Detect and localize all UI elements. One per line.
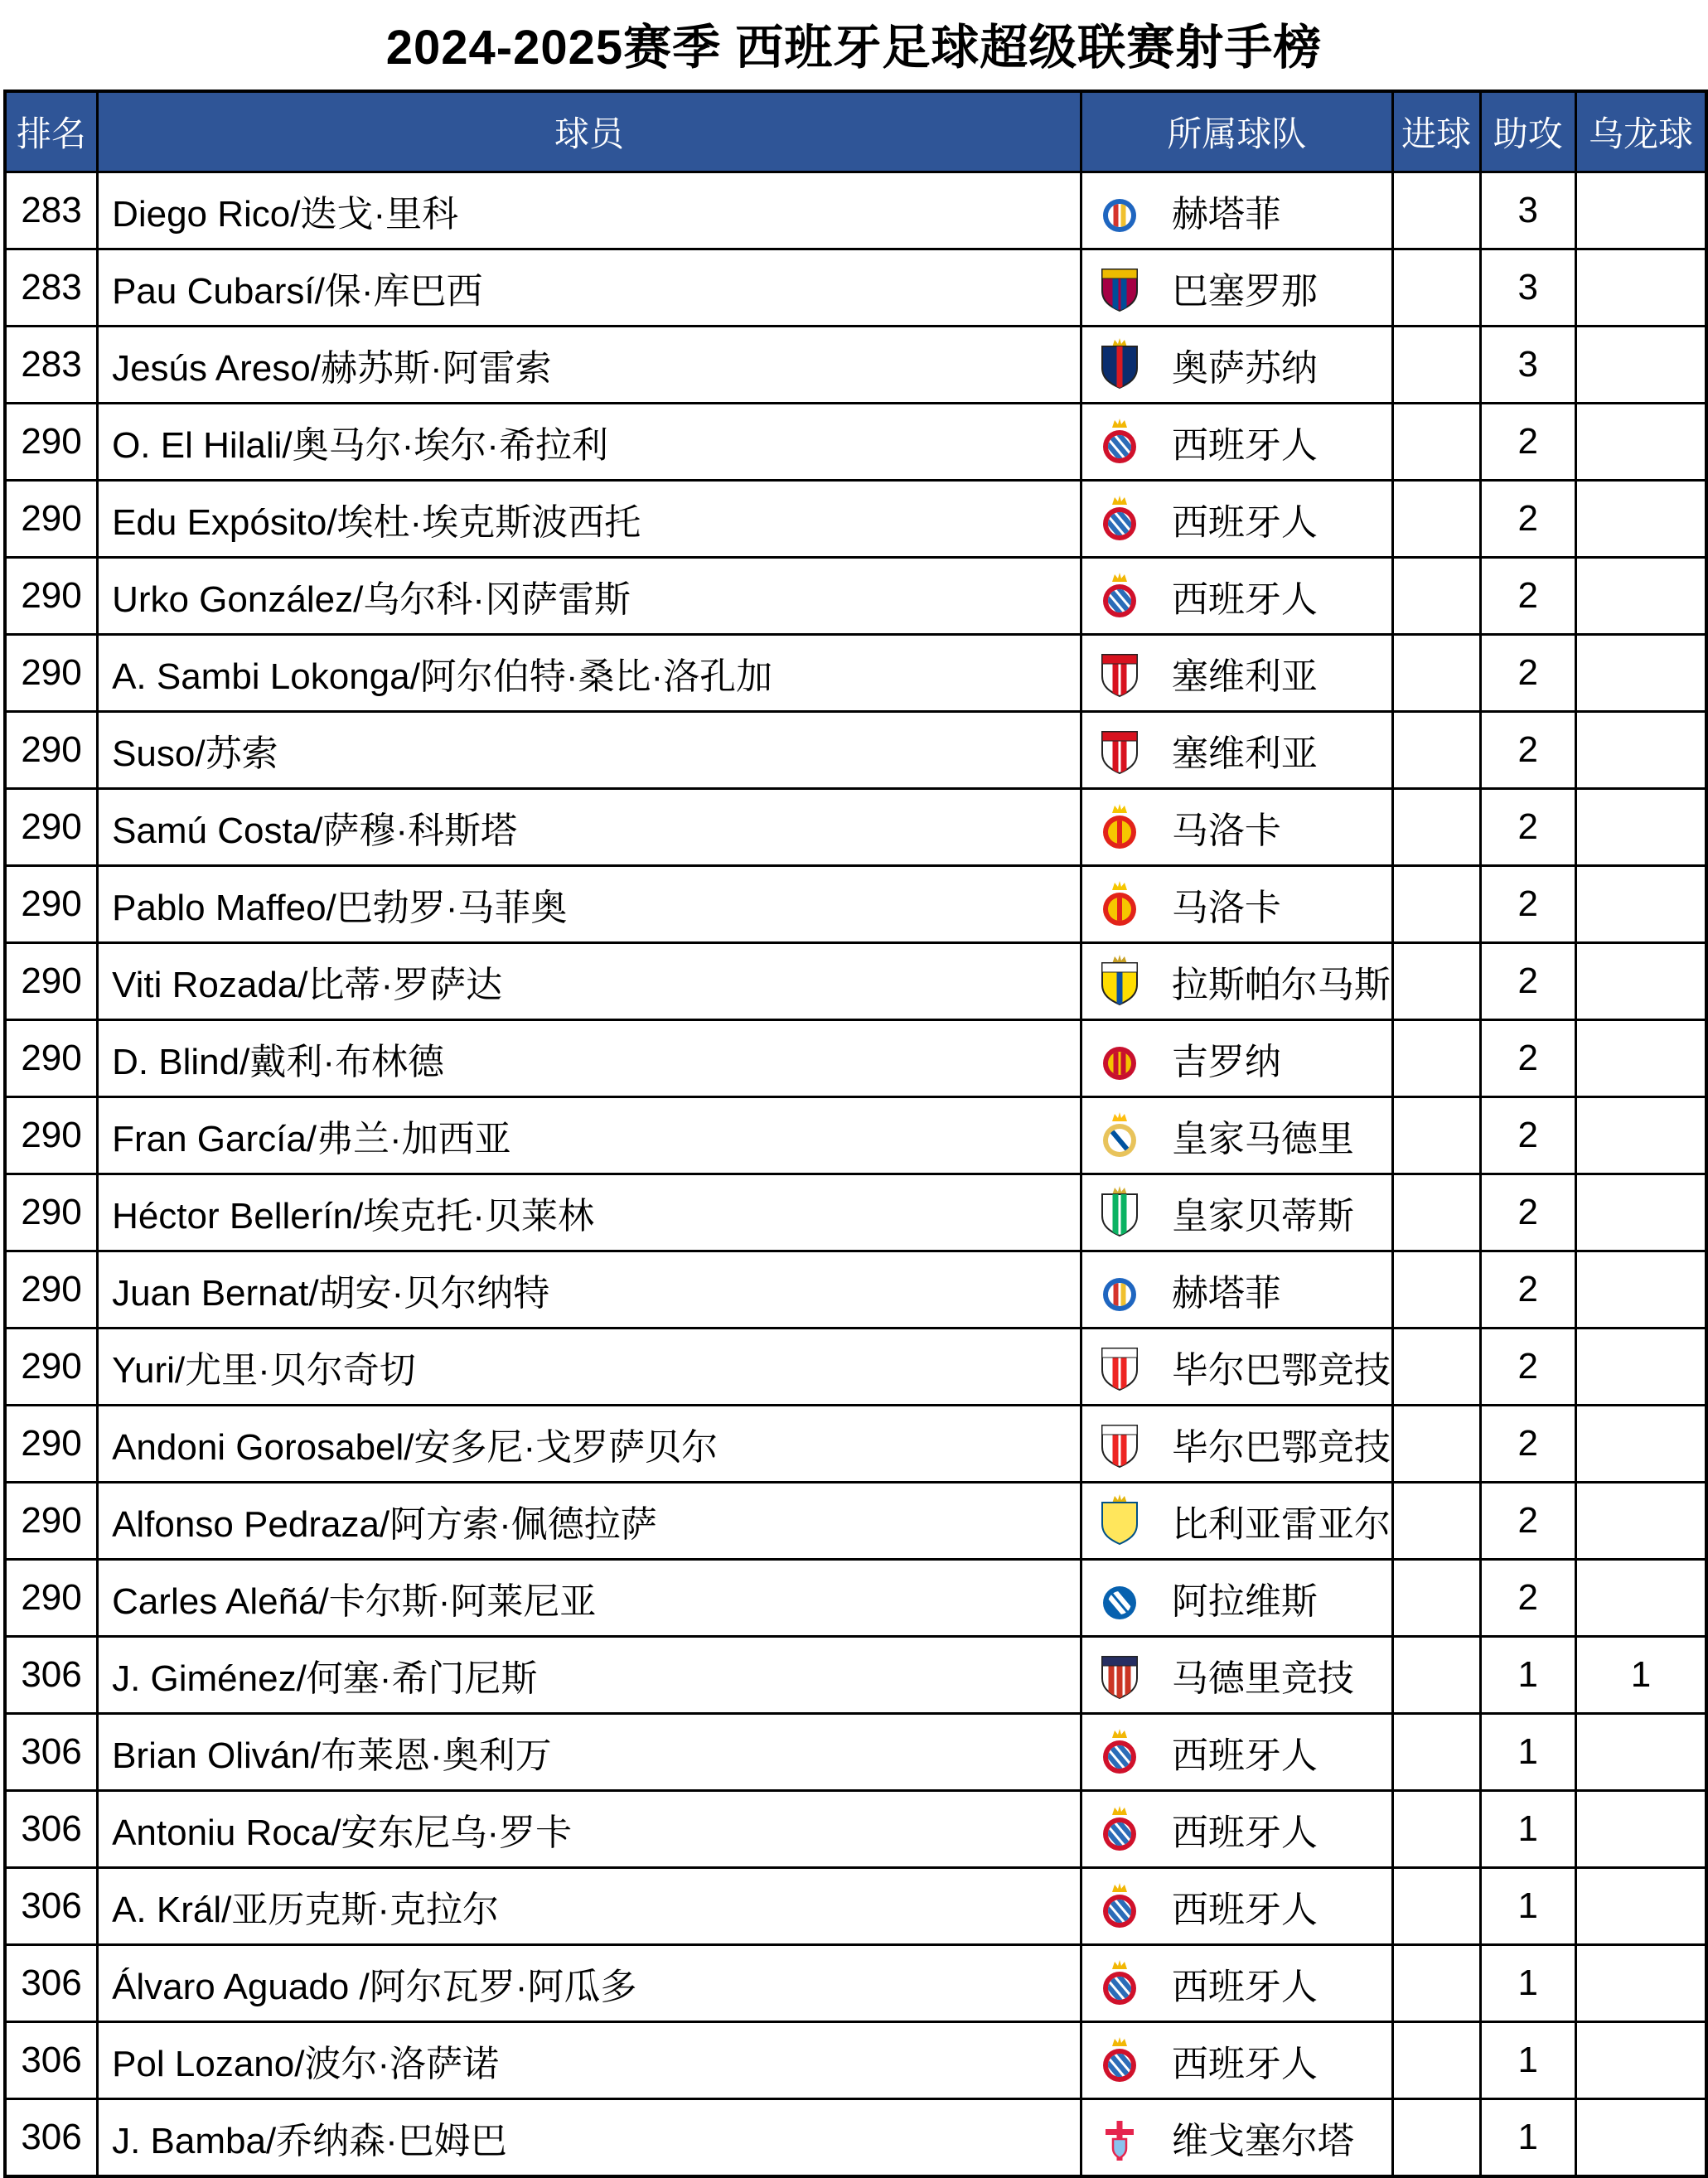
team-logo-icon: [1097, 879, 1142, 929]
goals-cell: [1392, 249, 1480, 327]
team-name: 西班牙人: [1171, 1735, 1318, 1776]
team-logo-icon: [1097, 725, 1142, 775]
team-cell: [1081, 404, 1392, 481]
assists-cell: 2: [1480, 1251, 1575, 1329]
player-cell: Héctor Bellerín/埃克托·贝莱林: [98, 1174, 1081, 1251]
goals-cell: [1392, 1714, 1480, 1791]
col-header-own-goals: 乌龙球: [1575, 91, 1706, 172]
own-goals-cell: [1575, 2022, 1706, 2099]
team-logo-icon: [1097, 2035, 1142, 2085]
player-cell: Urko González/乌尔科·冈萨雷斯: [98, 558, 1081, 635]
table-row: [5, 1097, 1706, 1174]
goals-cell: [1392, 1483, 1480, 1560]
rank-cell: 290: [5, 1483, 98, 1560]
team-name: 赫塔菲: [1171, 1273, 1281, 1314]
assists-cell: 2: [1480, 1097, 1575, 1174]
team-logo-icon: [1097, 1033, 1142, 1083]
own-goals-cell: [1575, 249, 1706, 327]
team-cell: [1081, 172, 1392, 249]
team-logo-icon: [1097, 417, 1142, 467]
assists-cell: 2: [1480, 404, 1575, 481]
team-wrap: [1097, 724, 1391, 777]
team-cell: [1081, 327, 1392, 404]
player-cell: A. Sambi Lokonga/阿尔伯特·桑比·洛孔加: [98, 635, 1081, 712]
team-wrap: [1097, 261, 1391, 314]
team-cell: [1081, 1945, 1392, 2022]
team-wrap: [1097, 1957, 1391, 2010]
goals-cell: [1392, 1868, 1480, 1945]
team-wrap: [1097, 2034, 1391, 2087]
team-wrap: [1097, 801, 1391, 854]
own-goals-cell: [1575, 635, 1706, 712]
team-name: 赫塔菲: [1171, 194, 1281, 235]
rank-cell: 283: [5, 249, 98, 327]
own-goals-cell: [1575, 1483, 1706, 1560]
assists-cell: 3: [1480, 327, 1575, 404]
rank-cell: 306: [5, 1791, 98, 1868]
own-goals-cell: [1575, 1560, 1706, 1637]
team-logo-icon: [1097, 1188, 1142, 1237]
own-goals-cell: [1575, 1174, 1706, 1251]
team-cell: [1081, 1329, 1392, 1406]
goals-cell: [1392, 2099, 1480, 2177]
page-title: 2024-2025赛季 西班牙足球超级联赛射手榜: [385, 21, 1323, 75]
table-row: [5, 1714, 1706, 1791]
team-logo-icon: [1097, 2113, 1142, 2162]
goals-cell: [1392, 712, 1480, 789]
table-row: [5, 249, 1706, 327]
team-wrap: [1097, 569, 1391, 622]
team-logo-icon: [1097, 494, 1142, 544]
table-row: [5, 635, 1706, 712]
team-cell: [1081, 1174, 1392, 1251]
assists-cell: 2: [1480, 1174, 1575, 1251]
team-wrap: [1097, 2111, 1391, 2164]
rank-cell: 290: [5, 789, 98, 866]
goals-cell: [1392, 1174, 1480, 1251]
rank-cell: 306: [5, 1868, 98, 1945]
team-name: 西班牙人: [1171, 425, 1318, 466]
table-row: [5, 1406, 1706, 1483]
own-goals-cell: [1575, 1406, 1706, 1483]
table-row: [5, 943, 1706, 1020]
player-cell: Andoni Gorosabel/安多尼·戈罗萨贝尔: [98, 1406, 1081, 1483]
team-name: 比利亚雷亚尔: [1171, 1504, 1391, 1545]
team-logo-icon: [1097, 1881, 1142, 1931]
team-wrap: [1097, 1340, 1391, 1393]
goals-cell: [1392, 943, 1480, 1020]
rank-cell: 290: [5, 404, 98, 481]
assists-cell: 1: [1480, 1791, 1575, 1868]
team-cell: [1081, 943, 1392, 1020]
team-name: 西班牙人: [1171, 1967, 1318, 2007]
team-cell: [1081, 1637, 1392, 1714]
own-goals-cell: [1575, 1868, 1706, 1945]
goals-cell: [1392, 1791, 1480, 1868]
rank-cell: 290: [5, 943, 98, 1020]
team-cell: [1081, 2099, 1392, 2177]
rank-cell: 290: [5, 1406, 98, 1483]
player-cell: Edu Expósito/埃杜·埃克斯波西托: [98, 481, 1081, 558]
goals-cell: [1392, 1637, 1480, 1714]
team-cell: [1081, 1868, 1392, 1945]
team-name: 西班牙人: [1171, 579, 1318, 620]
player-cell: Carles Aleñá/卡尔斯·阿莱尼亚: [98, 1560, 1081, 1637]
own-goals-cell: [1575, 481, 1706, 558]
team-wrap: [1097, 1032, 1391, 1085]
own-goals-cell: [1575, 327, 1706, 404]
team-wrap: [1097, 1571, 1391, 1624]
team-name: 奥萨苏纳: [1171, 348, 1318, 389]
goals-cell: [1392, 866, 1480, 943]
assists-cell: 1: [1480, 1945, 1575, 2022]
table-row: [5, 1174, 1706, 1251]
team-name: 皇家贝蒂斯: [1171, 1196, 1354, 1237]
team-name: 马洛卡: [1171, 811, 1281, 851]
goals-cell: [1392, 1406, 1480, 1483]
table-row: [5, 866, 1706, 943]
own-goals-cell: [1575, 172, 1706, 249]
player-cell: Pau Cubarsí/保·库巴西: [98, 249, 1081, 327]
goals-cell: [1392, 1251, 1480, 1329]
team-wrap: [1097, 1417, 1391, 1470]
team-cell: [1081, 1020, 1392, 1097]
table-row: [5, 1020, 1706, 1097]
team-wrap: [1097, 1803, 1391, 1856]
player-cell: Viti Rozada/比蒂·罗萨达: [98, 943, 1081, 1020]
team-wrap: [1097, 1109, 1391, 1162]
team-name: 拉斯帕尔马斯: [1171, 965, 1391, 1005]
rank-cell: 283: [5, 172, 98, 249]
rank-cell: 290: [5, 866, 98, 943]
team-cell: [1081, 866, 1392, 943]
team-logo-icon: [1097, 1727, 1142, 1777]
col-header-goals: 进球: [1392, 91, 1480, 172]
table-row: [5, 1945, 1706, 2022]
assists-cell: 1: [1480, 1868, 1575, 1945]
rank-cell: 290: [5, 1329, 98, 1406]
rank-cell: 306: [5, 2022, 98, 2099]
team-wrap: [1097, 1186, 1391, 1239]
team-logo-icon: [1097, 1419, 1142, 1469]
goals-cell: [1392, 327, 1480, 404]
table-row: [5, 481, 1706, 558]
goals-cell: [1392, 789, 1480, 866]
col-header-assists: 助攻: [1480, 91, 1575, 172]
team-cell: [1081, 2022, 1392, 2099]
player-cell: D. Blind/戴利·布林德: [98, 1020, 1081, 1097]
team-cell: [1081, 1483, 1392, 1560]
rank-cell: 306: [5, 1945, 98, 2022]
team-logo-icon: [1097, 1265, 1142, 1314]
own-goals-cell: [1575, 1097, 1706, 1174]
team-name: 西班牙人: [1171, 1890, 1318, 1930]
team-logo-icon: [1097, 802, 1142, 852]
team-logo-icon: [1097, 186, 1142, 235]
assists-cell: 2: [1480, 1329, 1575, 1406]
table-body: [5, 172, 1706, 2177]
team-name: 西班牙人: [1171, 502, 1318, 543]
table-row: [5, 2099, 1706, 2177]
team-wrap: [1097, 878, 1391, 931]
table-row: [5, 789, 1706, 866]
assists-cell: 2: [1480, 635, 1575, 712]
goals-cell: [1392, 1020, 1480, 1097]
col-header-player: 球员: [98, 91, 1081, 172]
player-cell: J. Bamba/乔纳森·巴姆巴: [98, 2099, 1081, 2177]
table-row: [5, 2022, 1706, 2099]
team-cell: [1081, 249, 1392, 327]
player-cell: Juan Bernat/胡安·贝尔纳特: [98, 1251, 1081, 1329]
table-row: [5, 172, 1706, 249]
own-goals-cell: [1575, 943, 1706, 1020]
assists-cell: 2: [1480, 943, 1575, 1020]
player-cell: Brian Oliván/布莱恩·奥利万: [98, 1714, 1081, 1791]
team-wrap: [1097, 338, 1391, 391]
team-wrap: [1097, 184, 1391, 237]
player-cell: Antoniu Roca/安东尼乌·罗卡: [98, 1791, 1081, 1868]
scorers-table: [3, 90, 1708, 2178]
table-row: [5, 558, 1706, 635]
own-goals-cell: [1575, 1020, 1706, 1097]
team-name: 马洛卡: [1171, 888, 1281, 928]
own-goals-cell: [1575, 1714, 1706, 1791]
team-logo-icon: [1097, 1342, 1142, 1392]
team-name: 塞维利亚: [1171, 656, 1318, 697]
player-cell: Álvaro Aguado /阿尔瓦罗·阿瓜多: [98, 1945, 1081, 2022]
table-row: [5, 1868, 1706, 1945]
team-wrap: [1097, 1725, 1391, 1779]
col-header-team: 所属球队: [1081, 91, 1392, 172]
table-row: [5, 1329, 1706, 1406]
own-goals-cell: [1575, 2099, 1706, 2177]
team-name: 皇家马德里: [1171, 1119, 1354, 1159]
rank-cell: 290: [5, 558, 98, 635]
assists-cell: 2: [1480, 1020, 1575, 1097]
player-cell: Alfonso Pedraza/阿方索·佩德拉萨: [98, 1483, 1081, 1560]
own-goals-cell: [1575, 1791, 1706, 1868]
goals-cell: [1392, 2022, 1480, 2099]
player-cell: O. El Hilali/奥马尔·埃尔·希拉利: [98, 404, 1081, 481]
team-wrap: [1097, 1263, 1391, 1316]
goals-cell: [1392, 1097, 1480, 1174]
table-row: [5, 1791, 1706, 1868]
team-logo-icon: [1097, 1804, 1142, 1854]
team-cell: [1081, 558, 1392, 635]
goals-cell: [1392, 1945, 1480, 2022]
team-logo-icon: [1097, 1573, 1142, 1623]
team-logo-icon: [1097, 956, 1142, 1006]
goals-cell: [1392, 172, 1480, 249]
player-cell: A. Král/亚历克斯·克拉尔: [98, 1868, 1081, 1945]
team-wrap: [1097, 1494, 1391, 1547]
team-wrap: [1097, 1648, 1391, 1701]
table-row: [5, 1483, 1706, 1560]
rank-cell: 290: [5, 1097, 98, 1174]
assists-cell: 2: [1480, 558, 1575, 635]
team-logo-icon: [1097, 648, 1142, 698]
assists-cell: 1: [1480, 1637, 1575, 1714]
team-logo-icon: [1097, 340, 1142, 390]
team-logo-icon: [1097, 571, 1142, 621]
own-goals-cell: [1575, 789, 1706, 866]
goals-cell: [1392, 481, 1480, 558]
goals-cell: [1392, 635, 1480, 712]
team-logo-icon: [1097, 1111, 1142, 1160]
team-cell: [1081, 635, 1392, 712]
rank-cell: 306: [5, 1714, 98, 1791]
assists-cell: 3: [1480, 172, 1575, 249]
team-name: 阿拉维斯: [1171, 1581, 1318, 1622]
team-name: 毕尔巴鄂竞技: [1171, 1350, 1391, 1391]
assists-cell: 2: [1480, 866, 1575, 943]
rank-cell: 283: [5, 327, 98, 404]
rank-cell: 290: [5, 1174, 98, 1251]
team-wrap: [1097, 492, 1391, 545]
assists-cell: 1: [1480, 2022, 1575, 2099]
own-goals-cell: [1575, 1251, 1706, 1329]
player-cell: Jesús Areso/赫苏斯·阿雷索: [98, 327, 1081, 404]
player-cell: J. Giménez/何塞·希门尼斯: [98, 1637, 1081, 1714]
table-row: [5, 1251, 1706, 1329]
own-goals-cell: [1575, 712, 1706, 789]
rank-cell: 290: [5, 1560, 98, 1637]
goals-cell: [1392, 404, 1480, 481]
own-goals-cell: [1575, 558, 1706, 635]
assists-cell: 2: [1480, 1406, 1575, 1483]
own-goals-cell: [1575, 1945, 1706, 2022]
rank-cell: 290: [5, 635, 98, 712]
team-name: 毕尔巴鄂竞技: [1171, 1427, 1391, 1468]
table-row: [5, 1637, 1706, 1714]
assists-cell: 1: [1480, 1714, 1575, 1791]
team-cell: [1081, 1251, 1392, 1329]
team-wrap: [1097, 955, 1391, 1008]
team-name: 吉罗纳: [1171, 1042, 1281, 1082]
rank-cell: 306: [5, 2099, 98, 2177]
assists-cell: 2: [1480, 789, 1575, 866]
team-name: 马德里竞技: [1171, 1658, 1354, 1699]
team-name: 西班牙人: [1171, 2044, 1318, 2084]
rank-cell: 306: [5, 1637, 98, 1714]
team-name: 巴塞罗那: [1171, 271, 1318, 312]
rank-cell: 290: [5, 481, 98, 558]
own-goals-cell: [1575, 866, 1706, 943]
rank-cell: 290: [5, 712, 98, 789]
team-name: 西班牙人: [1171, 1813, 1318, 1853]
team-wrap: [1097, 646, 1391, 699]
assists-cell: 1: [1480, 2099, 1575, 2177]
col-header-rank: 排名: [5, 91, 98, 172]
assists-cell: 2: [1480, 1483, 1575, 1560]
team-cell: [1081, 1791, 1392, 1868]
team-cell: [1081, 1097, 1392, 1174]
rank-cell: 290: [5, 1251, 98, 1329]
own-goals-cell: 1: [1575, 1637, 1706, 1714]
player-cell: Pol Lozano/波尔·洛萨诺: [98, 2022, 1081, 2099]
table-header: [5, 91, 1706, 172]
goals-cell: [1392, 558, 1480, 635]
team-wrap: [1097, 1880, 1391, 1933]
player-cell: Suso/苏索: [98, 712, 1081, 789]
team-name: 塞维利亚: [1171, 733, 1318, 774]
player-cell: Fran García/弗兰·加西亚: [98, 1097, 1081, 1174]
team-logo-icon: [1097, 1958, 1142, 2008]
rank-cell: 290: [5, 1020, 98, 1097]
table-row: [5, 712, 1706, 789]
own-goals-cell: [1575, 404, 1706, 481]
player-cell: Pablo Maffeo/巴勃罗·马菲奥: [98, 866, 1081, 943]
team-cell: [1081, 789, 1392, 866]
header-row: [5, 91, 1706, 172]
team-cell: [1081, 712, 1392, 789]
team-cell: [1081, 1714, 1392, 1791]
player-cell: Diego Rico/迭戈·里科: [98, 172, 1081, 249]
team-name: 维戈塞尔塔: [1171, 2121, 1354, 2161]
team-cell: [1081, 1560, 1392, 1637]
player-cell: Yuri/尤里·贝尔奇切: [98, 1329, 1081, 1406]
table-row: [5, 1560, 1706, 1637]
team-logo-icon: [1097, 263, 1142, 312]
own-goals-cell: [1575, 1329, 1706, 1406]
table-row: [5, 327, 1706, 404]
goals-cell: [1392, 1329, 1480, 1406]
player-cell: Samú Costa/萨穆·科斯塔: [98, 789, 1081, 866]
team-cell: [1081, 1406, 1392, 1483]
team-wrap: [1097, 415, 1391, 468]
team-logo-icon: [1097, 1650, 1142, 1700]
team-cell: [1081, 481, 1392, 558]
assists-cell: 2: [1480, 1560, 1575, 1637]
assists-cell: 3: [1480, 249, 1575, 327]
table-row: [5, 404, 1706, 481]
goals-cell: [1392, 1560, 1480, 1637]
assists-cell: 2: [1480, 481, 1575, 558]
team-logo-icon: [1097, 1496, 1142, 1546]
assists-cell: 2: [1480, 712, 1575, 789]
